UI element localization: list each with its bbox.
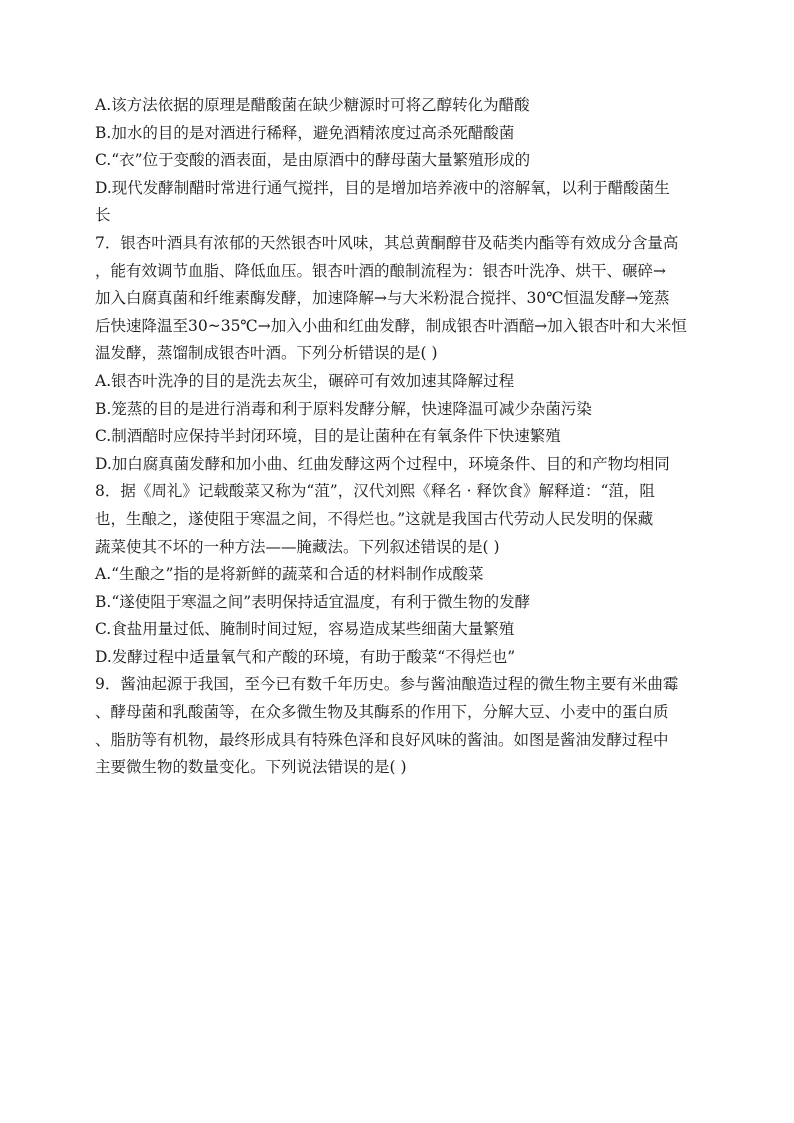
- text-line: 、脂肪等有机物，最终形成具有特殊色泽和良好风味的酱油。如图是酱油发酵过程中: [95, 730, 669, 749]
- text-line: C.食盐用量过低、腌制时间过短，容易造成某些细菌大量繁殖: [95, 620, 515, 639]
- text-line: 加入白腐真菌和纤维素酶发酵，加速降解→与大米粉混合搅拌、30℃恒温发酵→笼蒸: [95, 289, 670, 308]
- text-line: 也，生酿之，遂使阻于寒温之间，不得烂也。”这就是我国古代劳动人民发明的保藏: [95, 509, 654, 528]
- text-line: A.该方法依据的原理是醋酸菌在缺少糖源时可将乙醇转化为醋酸: [95, 96, 530, 114]
- text-line: 长: [95, 206, 111, 225]
- text-line: 8．据《周礼》记载酸菜又称为“菹”，汉代刘熙《释名 · 释饮食》解释道：“菹，阻: [95, 482, 655, 501]
- text-line: B.笼蒸的目的是进行消毒和利于原料发酵分解，快速降温可减少杂菌污染: [95, 399, 592, 418]
- text-line: 主要微生物的数量变化。下列说法错误的是( ): [95, 758, 407, 777]
- text-line: A.银杏叶洗净的目的是洗去灰尘，碾碎可有效加速其降解过程: [95, 371, 515, 390]
- text-line: 后快速降温至30~35℃→加入小曲和红曲发酵，制成银杏叶酒醅→加入银杏叶和大米恒: [95, 316, 687, 335]
- text-line: 温发酵，蒸馏制成银杏叶酒。下列分析错误的是( ): [95, 344, 438, 363]
- text-line: C.制酒醅时应保持半封闭环境，目的是让菌种在有氧条件下快速繁殖: [95, 427, 561, 446]
- text-line: B.加水的目的是对酒进行稀释，避免酒精浓度过高杀死醋酸菌: [95, 123, 515, 142]
- text-line: B.“遂使阻于寒温之间”表明保持适宜温度，有利于微生物的发酵: [95, 592, 531, 611]
- text-line: ，能有效调节血脂、降低血压。银杏叶酒的酿制流程为：银杏叶洗净、烘干、碾碎→: [95, 261, 666, 280]
- text-line: 9．酱油起源于我国，至今已有数千年历史。参与酱油酿造过程的微生物主要有米曲霉: [95, 675, 679, 694]
- text-line: 、酵母菌和乳酸菌等，在众多微生物及其酶系的作用下，分解大豆、小麦中的蛋白质: [95, 703, 669, 722]
- text-line: D.加白腐真菌发酵和加小曲、红曲发酵这两个过程中，环境条件、目的和产物均相同: [95, 454, 670, 473]
- text-line: D.现代发酵制醋时常进行通气搅拌，目的是增加培养液中的溶解氧，以利于醋酸菌生: [95, 178, 670, 197]
- text-line: D.发酵过程中适量氧气和产酸的环境，有助于酸菜“不得烂也”: [95, 647, 516, 666]
- question-text-block: [95, 92, 707, 782]
- text-line: A.“生酿之”指的是将新鲜的蔬菜和合适的材料制作成酸菜: [95, 565, 484, 584]
- text-line: 7．银杏叶酒具有浓郁的天然银杏叶风味，其总黄酮醇苷及萜类内酯等有效成分含量高: [95, 233, 679, 252]
- text-line: 蔬菜使其不坏的一种方法——腌藏法。下列叙述错误的是( ): [95, 537, 500, 556]
- text-line: C.“衣”位于变酸的酒表面，是由原酒中的酵母菌大量繁殖形成的: [95, 151, 531, 170]
